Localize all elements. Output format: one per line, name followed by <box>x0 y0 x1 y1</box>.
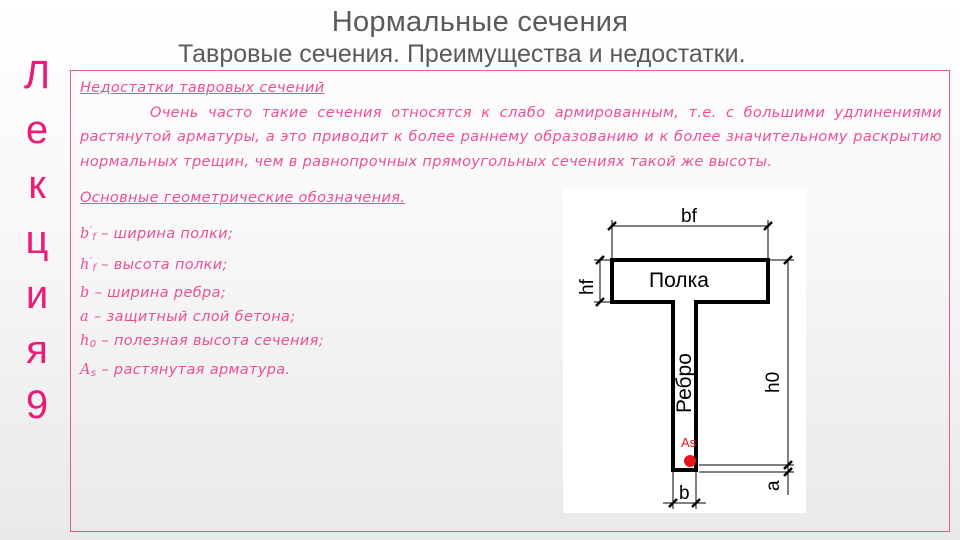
flange-label: Полка <box>649 269 709 292</box>
dim-label-b: b <box>679 483 690 504</box>
vertical-letter: и <box>25 273 49 317</box>
paragraph-text: Очень часто такие сечения относятся к слабо армированным, т.е. с большими удлинениями растянутой арматуры, а это приводит к более раннему образованию и к более значительному раскрытию нормальных трещин, чем в равнопрочных прямоугольных сечениях такой же высоты. <box>80 104 942 170</box>
notation-heading: Основные геометрические обозначения. <box>80 190 406 206</box>
vertical-letter: я <box>26 328 48 372</box>
vertical-letter: ц <box>25 218 49 262</box>
rebar-dot <box>684 455 696 467</box>
page-title: Нормальные сечения <box>331 6 629 38</box>
vertical-letter: 9 <box>25 383 49 427</box>
disadvantages-paragraph <box>80 101 942 175</box>
notation-item: $A_s$ – растянутая арматура. <box>80 361 291 379</box>
dim-label-a: a <box>763 480 784 491</box>
t-section-diagram <box>563 189 806 513</box>
vertical-letter: Л <box>23 53 51 97</box>
vertical-letter: е <box>25 108 49 152</box>
dim-label-bf: bf <box>681 206 697 227</box>
disadvantages-heading: Недостатки тавровых сечений <box>80 80 325 96</box>
vertical-letter: к <box>28 163 46 207</box>
notation-list <box>80 219 942 386</box>
dim-label-hf: hf <box>577 279 598 295</box>
page-subtitle: Тавровые сечения. Преимущества и недостатки. <box>178 40 746 68</box>
dim-label-h0: h0 <box>763 371 784 393</box>
notation-item: a – защитный слой бетона; <box>80 309 296 326</box>
notation-item: b – ширина ребра; <box>80 284 227 301</box>
notation-item: $h'_f$ – высота полки; <box>80 255 228 274</box>
content-text <box>80 76 942 386</box>
web-label: Ребро <box>673 353 696 413</box>
notation-item: $h_0$ – полезная высота сечения; <box>80 333 324 351</box>
lecture-number-vertical <box>14 48 60 433</box>
notation-item: $b'_f$ – ширина полки; <box>80 224 234 243</box>
rebar-label: As <box>681 435 697 450</box>
